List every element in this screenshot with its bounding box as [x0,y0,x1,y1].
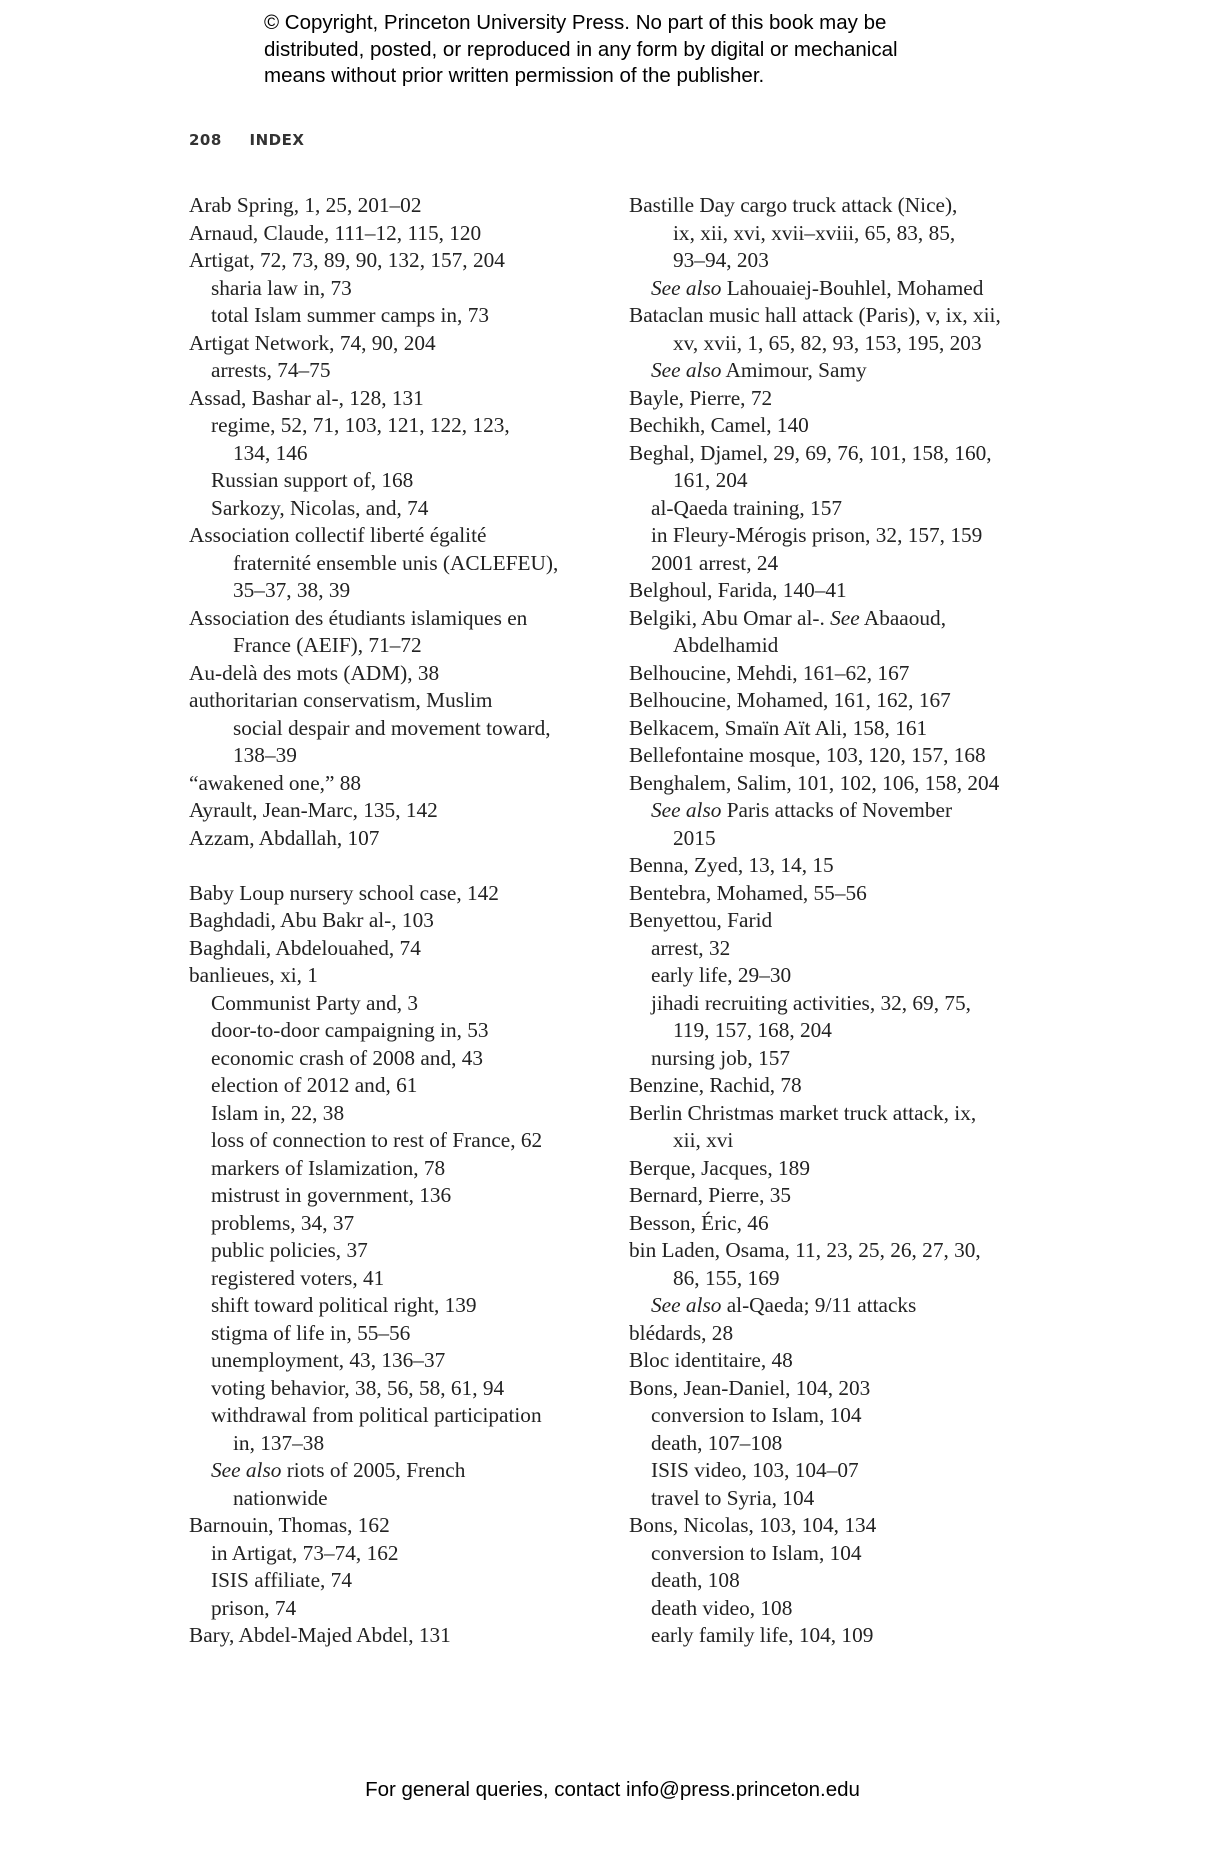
index-subentry [189,1127,609,1155]
entry-text: economic crash of 2008 and, 43 [211,1045,484,1070]
entry-text: Azzam, Abdallah, 107 [189,825,380,850]
entry-text: voting behavior, 38, 56, 58, 61, 94 [211,1375,505,1400]
entry-text: banlieues, xi, 1 [189,963,318,987]
entry-text: conversion to Islam, 104 [651,1540,862,1565]
index-entry [629,907,1049,935]
entry-text: in Artigat, 73–74, 162 [211,1540,399,1565]
entry-text: arrests, 74–75 [211,358,331,382]
entry-text: 138–39 [233,743,297,767]
index-subentry [189,1320,609,1348]
index-subentry [629,1045,1049,1073]
entry-text: Bastille Day cargo truck attack (Nice), [629,193,958,217]
entry-text: Benyettou, Farid [629,908,773,932]
index-subentry [629,220,1049,248]
index-entry [629,1155,1049,1183]
entry-text: registered voters, 41 [211,1265,385,1290]
copyright-line: © Copyright, Princeton University Press. No part of this book may be [264,11,887,34]
index-entry [189,1622,609,1650]
index-subentry [189,1457,609,1485]
entry-text: Besson, Éric, 46 [629,1210,769,1235]
copyright-line: distributed, posted, or reproduced in any form by digital or mechanical [264,37,898,61]
entry-text: 134, 146 [233,440,308,465]
entry-text: social despair and movement toward, [233,715,551,740]
see-reference-label: See [830,605,860,630]
entry-text: shift toward political right, 139 [211,1293,477,1317]
entry-text: Islam in, 22, 38 [211,1100,345,1125]
entry-text: Russian support of, 168 [211,468,414,492]
entry-text: loss of connection to rest of France, 62 [211,1128,543,1152]
index-entry [629,577,1049,605]
entry-text: al-Qaeda training, 157 [651,495,843,520]
index-subentry [189,1237,609,1265]
index-entry [629,302,1049,330]
entry-text: arrest, 32 [651,935,731,960]
index-subentry [189,1210,609,1238]
index-entry [189,220,609,248]
section-gap [189,852,609,880]
index-subentry [189,1017,609,1045]
entry-text: total Islam summer camps in, 73 [211,303,489,327]
entry-text: Bons, Nicolas, 103, 104, 134 [629,1513,877,1537]
entry-text: sharia law in, 73 [211,275,352,300]
entry-text: Abaaoud, [859,605,947,630]
index-entry [629,1072,1049,1100]
index-subentry [629,1622,1049,1650]
entry-text: Bellefontaine mosque, 103, 120, 157, 168 [629,743,986,767]
entry-text: early life, 29–30 [651,963,792,987]
entry-text: public policies, 37 [211,1238,368,1262]
index-subentry [629,357,1049,385]
index-subentry [629,522,1049,550]
index-entry [629,1347,1049,1375]
index-subentry [629,1265,1049,1293]
index-subentry [189,1100,609,1128]
see-reference-label: See also [651,358,722,382]
index-entry [189,962,609,990]
index-entry [189,880,609,908]
see-reference-label: See also [651,1293,722,1317]
index-subentry [189,990,609,1018]
index-subentry [629,1430,1049,1458]
index-subentry [629,632,1049,660]
page-number: 208 [189,131,222,149]
entry-text: regime, 52, 71, 103, 121, 122, 123, [211,413,510,437]
index-entry [189,687,609,715]
index-subentry [189,632,609,660]
index-subentry [189,742,609,770]
index-subentry [629,1567,1049,1595]
entry-text: death video, 108 [651,1595,793,1620]
index-subentry [189,1567,609,1595]
index-entry [629,660,1049,688]
entry-text: Berque, Jacques, 189 [629,1155,810,1180]
entry-text: Belghoul, Farida, 140–41 [629,578,847,602]
index-subentry [189,1045,609,1073]
see-reference-label: See also [211,1458,282,1482]
entry-text: Benzine, Rachid, 78 [629,1073,802,1097]
section-title: INDEX [249,131,305,149]
entry-text: prison, 74 [211,1595,297,1620]
entry-text: Paris attacks of November [721,798,953,822]
entry-text: xii, xvi [673,1128,734,1152]
entry-text: in Fleury-Mérogis prison, 32, 157, 159 [651,523,983,547]
index-subentry [189,1292,609,1320]
entry-text: Bataclan music hall attack (Paris), v, ix, xii, [629,303,1001,327]
index-entry [629,687,1049,715]
entry-text: withdrawal from political participation [211,1403,542,1427]
index-entry [189,770,609,798]
index-entry [189,192,609,220]
index-subentry [189,1430,609,1458]
entry-text: “awakened one,” 88 [189,770,362,795]
index-subentry [189,715,609,743]
entry-text: xv, xvii, 1, 65, 82, 93, 153, 195, 203 [673,330,982,355]
index-subentry [629,1292,1049,1320]
entry-text: Arnaud, Claude, 111–12, 115, 120 [189,220,482,245]
entry-text: Baby Loup nursery school case, 142 [189,880,499,905]
entry-text: Baghdadi, Abu Bakr al-, 103 [189,908,434,932]
see-reference-label: See also [651,275,722,300]
index-column-right [629,192,1049,1650]
entry-text: Communist Party and, 3 [211,990,419,1015]
entry-text: Berlin Christmas market truck attack, ix, [629,1100,977,1125]
entry-text: 161, 204 [673,468,748,492]
entry-text: Baghdali, Abdelouahed, 74 [189,935,421,960]
index-subentry [629,825,1049,853]
index-entry [629,715,1049,743]
entry-text: blédards, 28 [629,1320,734,1345]
entry-text: Ayrault, Jean-Marc, 135, 142 [189,798,438,822]
index-entry [189,907,609,935]
entry-text: authoritarian conservatism, Muslim [189,688,493,712]
entry-text: Amimour, Samy [721,358,867,382]
entry-text: Bernard, Pierre, 35 [629,1183,792,1207]
index-subentry [629,1017,1049,1045]
entry-text: nursing job, 157 [651,1045,791,1070]
entry-text: death, 108 [651,1568,740,1592]
entry-text: Belhoucine, Mehdi, 161–62, 167 [629,660,910,685]
index-subentry [189,1347,609,1375]
index-subentry [189,550,609,578]
entry-text: 86, 155, 169 [673,1265,780,1290]
index-entry [189,660,609,688]
index-subentry [189,1485,609,1513]
entry-text: Bentebra, Mohamed, 55–56 [629,880,867,905]
index-entry [189,330,609,358]
entry-text: Bechikh, Camel, 140 [629,413,809,437]
see-reference-label: See also [651,798,722,822]
index-subentry [629,1402,1049,1430]
index-subentry [629,1485,1049,1513]
entry-text: early family life, 104, 109 [651,1623,874,1647]
index-entry [629,1320,1049,1348]
entry-text: nationwide [233,1485,328,1510]
entry-text: fraternité ensemble unis (ACLEFEU), [233,550,559,575]
entry-text: Bloc identitaire, 48 [629,1348,793,1372]
entry-text: 2015 [673,825,716,850]
entry-text: unemployment, 43, 136–37 [211,1348,446,1372]
index-subentry [189,357,609,385]
entry-text: Belhoucine, Mohamed, 161, 162, 167 [629,688,951,712]
entry-text: ISIS video, 103, 104–07 [651,1458,859,1482]
index-subentry [629,1457,1049,1485]
entry-text: Benghalem, Salim, 101, 102, 106, 158, 204 [629,770,1000,795]
index-subentry [629,247,1049,275]
index-entry [629,440,1049,468]
entry-text: markers of Islamization, 78 [211,1155,446,1180]
index-entry [629,1375,1049,1403]
entry-text: al-Qaeda; 9/11 attacks [721,1293,917,1317]
index-entry [189,797,609,825]
index-subentry [189,1155,609,1183]
index-entry [629,1237,1049,1265]
index-entry [629,1512,1049,1540]
entry-text: Abdelhamid [673,633,779,657]
index-subentry [629,550,1049,578]
index-entry [629,605,1049,633]
index-entry [189,605,609,633]
entry-text: Benna, Zyed, 13, 14, 15 [629,853,834,877]
index-subentry [189,1265,609,1293]
index-entry [189,522,609,550]
index-subentry [189,1540,609,1568]
index-subentry [629,330,1049,358]
index-subentry [629,467,1049,495]
entry-text: conversion to Islam, 104 [651,1403,862,1427]
index-entry [629,385,1049,413]
index-entry [629,1210,1049,1238]
index-subentry [629,1595,1049,1623]
entry-text: in, 137–38 [233,1430,325,1455]
index-subentry [189,412,609,440]
entry-text: 119, 157, 168, 204 [673,1018,832,1042]
index-subentry [189,1402,609,1430]
entry-heading: Belgiki, Abu Omar al-. [629,605,831,630]
index-entry [189,1512,609,1540]
entry-text: election of 2012 and, 61 [211,1073,418,1097]
entry-text: Artigat Network, 74, 90, 204 [189,330,436,355]
index-subentry [629,797,1049,825]
index-entry [629,192,1049,220]
entry-text: 35–37, 38, 39 [233,578,351,602]
index-column-left [189,192,609,1650]
copyright-notice [264,10,984,90]
index-subentry [189,577,609,605]
entry-text: Bary, Abdel-Majed Abdel, 131 [189,1623,451,1647]
index-subentry [629,990,1049,1018]
index-entry [629,852,1049,880]
index-subentry [189,1595,609,1623]
running-head [189,131,304,149]
index-subentry [629,1540,1049,1568]
index-entry [629,770,1049,798]
entry-text: Belkacem, Smaïn Aït Ali, 158, 161 [629,715,928,740]
entry-text: ix, xii, xvi, xvii–xviii, 65, 83, 85, [673,220,956,245]
footer-contact: For general queries, contact info@press.princeton.edu [365,1778,860,1801]
entry-text: ISIS affiliate, 74 [211,1568,352,1592]
index-subentry [189,467,609,495]
copyright-line: means without prior written permission of the publisher. [264,64,765,87]
entry-text: Bons, Jean-Daniel, 104, 203 [629,1375,871,1400]
entry-text: travel to Syria, 104 [651,1485,815,1510]
entry-text: Lahouaiej-Bouhlel, Mohamed [721,275,984,300]
entry-text: stigma of life in, 55–56 [211,1320,411,1345]
entry-text: death, 107–108 [651,1430,783,1455]
entry-text: bin Laden, Osama, 11, 23, 25, 26, 27, 30, [629,1238,981,1262]
entry-text: Assad, Bashar al-, 128, 131 [189,385,424,410]
index-entry [629,1182,1049,1210]
index-subentry [629,962,1049,990]
entry-text: Association des étudiants islamiques en [189,605,528,630]
index-entry [629,880,1049,908]
index-subentry [189,440,609,468]
entry-text: Au-delà des mots (ADM), 38 [189,660,440,685]
entry-text: Sarkozy, Nicolas, and, 74 [211,495,429,520]
entry-text: 2001 arrest, 24 [651,550,779,575]
index-subentry [189,302,609,330]
index-entry [189,935,609,963]
entry-text: Artigat, 72, 73, 89, 90, 132, 157, 204 [189,248,505,272]
index-subentry [189,275,609,303]
index-entry [189,385,609,413]
entry-text: France (AEIF), 71–72 [233,633,422,657]
index-subentry [189,1072,609,1100]
entry-text: Beghal, Djamel, 29, 69, 76, 101, 158, 160, [629,440,992,465]
index-entry [189,247,609,275]
index-subentry [189,1375,609,1403]
index-subentry [629,495,1049,523]
index-entry [189,825,609,853]
index-entry [629,742,1049,770]
entry-text: Barnouin, Thomas, 162 [189,1513,390,1537]
entry-text: mistrust in government, 136 [211,1183,452,1207]
index-entry [629,1100,1049,1128]
entry-text: Bayle, Pierre, 72 [629,385,773,410]
index-subentry [629,275,1049,303]
index-subentry [189,495,609,523]
entry-text: problems, 34, 37 [211,1210,355,1235]
index-subentry [189,1182,609,1210]
index-subentry [629,1127,1049,1155]
entry-text: jihadi recruiting activities, 32, 69, 75, [651,990,971,1015]
entry-text: Association collectif liberté égalité [189,523,487,547]
entry-text: 93–94, 203 [673,248,769,272]
index-entry [629,412,1049,440]
entry-text: door-to-door campaigning in, 53 [211,1018,489,1042]
entry-text: Arab Spring, 1, 25, 201–02 [189,193,422,217]
entry-text: riots of 2005, French [281,1458,466,1482]
index-subentry [629,935,1049,963]
